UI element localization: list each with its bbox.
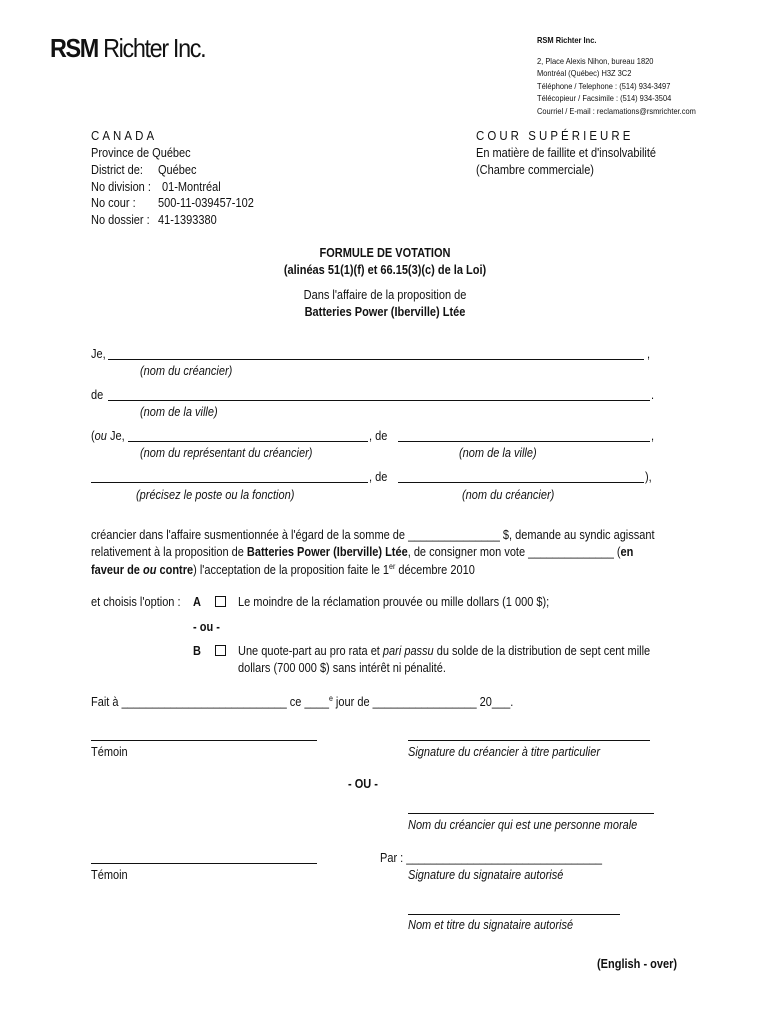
option-b-text-1: Une quote-part au pro rata et pari passu du solde de la distribution de sept cent mille [238,644,651,658]
option-b-text-2: dollars (700 000 $) sans intérêt ni pénalité. [238,661,446,675]
option-intro: et choisis l'option : [91,595,181,609]
form-title: FORMULE DE VOTATION [319,246,451,260]
corporate-name-line[interactable] [408,813,654,814]
city-caption: (nom de la ville) [140,405,218,419]
body-line-1: créancier dans l'affaire susmentionnée à l'égard de la somme de _______________ $, demande au syndic agissant [91,528,655,542]
english-over-note: (English - over) [597,957,678,971]
division-value: 01-Montréal [162,180,221,194]
firm-address: 2, Place Alexis Nihon, bureau 1820 Montréal (Québec) H3Z 3C2 Téléphone / Telephone : (514) 934-3497 Télécopieur / Facsimile : (514) 934-3504 Courriel / E-mail : reclamations@rsmrichter.com [537,56,696,116]
district-label: District de: [91,163,143,177]
chamber: (Chambre commerciale) [476,163,594,177]
division-label: No division : [91,180,151,194]
creditor-name-caption-2: (nom du créancier) [462,488,555,502]
par-line: Par : ________________________________ [380,851,603,865]
district-value: Québec [158,163,197,177]
authorized-signature-caption: Signature du signataire autorisé [408,868,564,882]
body-line-2: relativement à la proposition de Batteries Power (Iberville) Ltée, de consigner mon vote ______________ (en [91,545,634,559]
fait-a-line: Fait à ___________________________ ce ____$^e$ jour de _________________ 20___. [91,694,514,710]
file-number-label: No dossier : [91,213,150,227]
representative-caption: (nom du représentant du créancier) [140,446,313,460]
city-line[interactable] [108,400,650,401]
witness-2-line[interactable] [91,863,317,864]
representative-city-line[interactable] [398,441,650,442]
representative-name-line[interactable] [128,441,368,442]
option-a-text: Le moindre de la réclamation prouvée ou mille dollars (1 000 $); [238,595,550,609]
file-number-value: 41-1393380 [158,213,217,227]
authorized-name-caption: Nom et titre du signataire autorisé [408,918,574,932]
company-name: Batteries Power (Iberville) Ltée [304,305,466,319]
option-b-checkbox[interactable] [215,645,226,656]
comma-de-label: , de [369,429,388,443]
court-number-label: No cour : [91,196,136,210]
witness-2-label: Témoin [91,868,128,882]
ou-je-label: (ou Je, [91,429,125,443]
witness-1-line[interactable] [91,740,317,741]
province: Province de Québec [91,146,191,160]
court-number-value: 500-11-039457-102 [158,196,254,210]
individual-signature-line[interactable] [408,740,650,741]
company-logo: RSM Richter Inc. [50,33,206,63]
witness-1-label: Témoin [91,745,128,759]
option-separator: - ou - [193,620,220,634]
option-a-checkbox[interactable] [215,596,226,607]
firm-name: RSM Richter Inc. [537,35,597,45]
de-label: de [91,388,104,402]
comma-de-label-2: , de [369,470,388,484]
position-line[interactable] [91,482,368,483]
country: CANADA [91,128,158,143]
option-a-letter: A [193,595,201,609]
authorized-name-line[interactable] [408,914,620,915]
matter-title: En matière de faillite et d'insolvabilité [476,146,657,160]
creditor-name-line[interactable] [108,359,644,360]
corporate-name-caption: Nom du créancier qui est une personne morale [408,818,638,832]
form-subtitle: (alinéas 51(1)(f) et 66.15(3)(c) de la Loi) [283,263,487,277]
representative-city-caption: (nom de la ville) [459,446,537,460]
individual-signature-caption: Signature du créancier à titre particulier [408,745,600,759]
je-label: Je, [91,347,106,361]
position-caption: (précisez le poste ou la fonction) [136,488,295,502]
option-b-letter: B [193,644,201,658]
creditor-name-line-2[interactable] [398,482,644,483]
affair-intro: Dans l'affaire de la proposition de [303,288,467,302]
body-line-3: faveur de ou contre) l'acceptation de la proposition faite le 1er décembre 2010 [91,562,475,578]
court-name: COUR SUPÉRIEURE [476,128,634,143]
or-separator: - OU - [348,777,378,791]
creditor-name-caption: (nom du créancier) [140,364,233,378]
